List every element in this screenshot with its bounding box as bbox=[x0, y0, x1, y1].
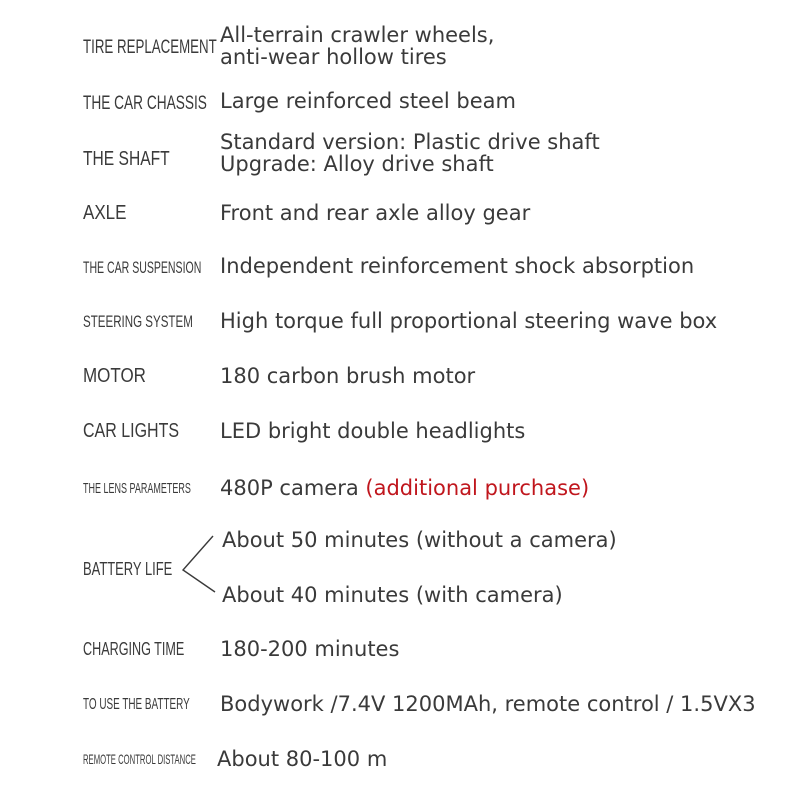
spec-value-line: 180-200 minutes bbox=[220, 637, 400, 661]
spec-label-steering-system: STEERING SYSTEM bbox=[83, 312, 193, 331]
spec-label-tire-replacement: TIRE REPLACEMENT bbox=[83, 37, 217, 58]
spec-label-lens-parameters: THE LENS PARAMETERS bbox=[83, 480, 191, 497]
spec-label-charging-time: CHARGING TIME bbox=[83, 639, 185, 659]
spec-label-shaft: THE SHAFT bbox=[83, 148, 170, 170]
spec-value-car-suspension bbox=[220, 255, 694, 277]
spec-value-line: All-terrain crawler wheels, bbox=[220, 23, 495, 47]
spec-value-charging-time bbox=[220, 638, 399, 660]
spec-value-lens-parameters bbox=[220, 477, 589, 499]
bracket-icon bbox=[175, 532, 219, 612]
spec-value-line: Large reinforced steel beam bbox=[220, 89, 516, 113]
spec-label-car-suspension: THE CAR SUSPENSION bbox=[83, 258, 202, 277]
spec-label-axle: AXLE bbox=[83, 202, 127, 224]
spec-value-shaft bbox=[220, 131, 600, 175]
spec-label-remote-control-distance: REMOTE CONTROL DISTANCE bbox=[83, 751, 196, 767]
spec-value-line: Bodywork /7.4V 1200MAh, remote control / 1.5VX3 bbox=[220, 692, 756, 716]
spec-value-line: 180 carbon brush motor bbox=[220, 364, 476, 388]
spec-value-line: Upgrade: Alloy drive shaft bbox=[220, 152, 494, 176]
spec-value-remote-control-distance bbox=[217, 748, 387, 770]
spec-value-battery-life-no-camera bbox=[222, 529, 617, 551]
spec-value-line: About 80-100 m bbox=[217, 747, 388, 771]
additional-purchase-note: (additional purchase) bbox=[365, 476, 590, 500]
spec-label-car-lights: CAR LIGHTS bbox=[83, 420, 180, 442]
spec-label-to-use-the-battery: TO USE THE BATTERY bbox=[83, 696, 190, 713]
spec-value-car-chassis bbox=[220, 90, 516, 112]
spec-label-battery-life: BATTERY LIFE bbox=[83, 559, 173, 579]
spec-label-car-chassis: THE CAR CHASSIS bbox=[83, 93, 207, 114]
spec-label-motor: MOTOR bbox=[83, 365, 146, 387]
spec-value-line: High torque full proportional steering wave box bbox=[220, 309, 718, 333]
spec-value-line: Standard version: Plastic drive shaft bbox=[220, 130, 600, 154]
spec-value-text: 480P camera bbox=[220, 476, 359, 500]
spec-value-axle bbox=[220, 202, 530, 224]
spec-value-line: anti-wear hollow tires bbox=[220, 45, 447, 69]
spec-value-motor bbox=[220, 365, 475, 387]
spec-value-tire-replacement bbox=[220, 24, 494, 68]
spec-value-to-use-the-battery bbox=[220, 693, 756, 715]
spec-value-line: LED bright double headlights bbox=[220, 419, 526, 443]
spec-value-line: Independent reinforcement shock absorption bbox=[220, 254, 695, 278]
spec-value-steering-system bbox=[220, 310, 717, 332]
spec-value-line: About 40 minutes (with camera) bbox=[222, 583, 563, 607]
spec-value-line: Front and rear axle alloy gear bbox=[220, 201, 531, 225]
spec-value-battery-life-with-camera bbox=[222, 584, 563, 606]
spec-value-line: About 50 minutes (without a camera) bbox=[222, 528, 617, 552]
spec-value-car-lights bbox=[220, 420, 525, 442]
